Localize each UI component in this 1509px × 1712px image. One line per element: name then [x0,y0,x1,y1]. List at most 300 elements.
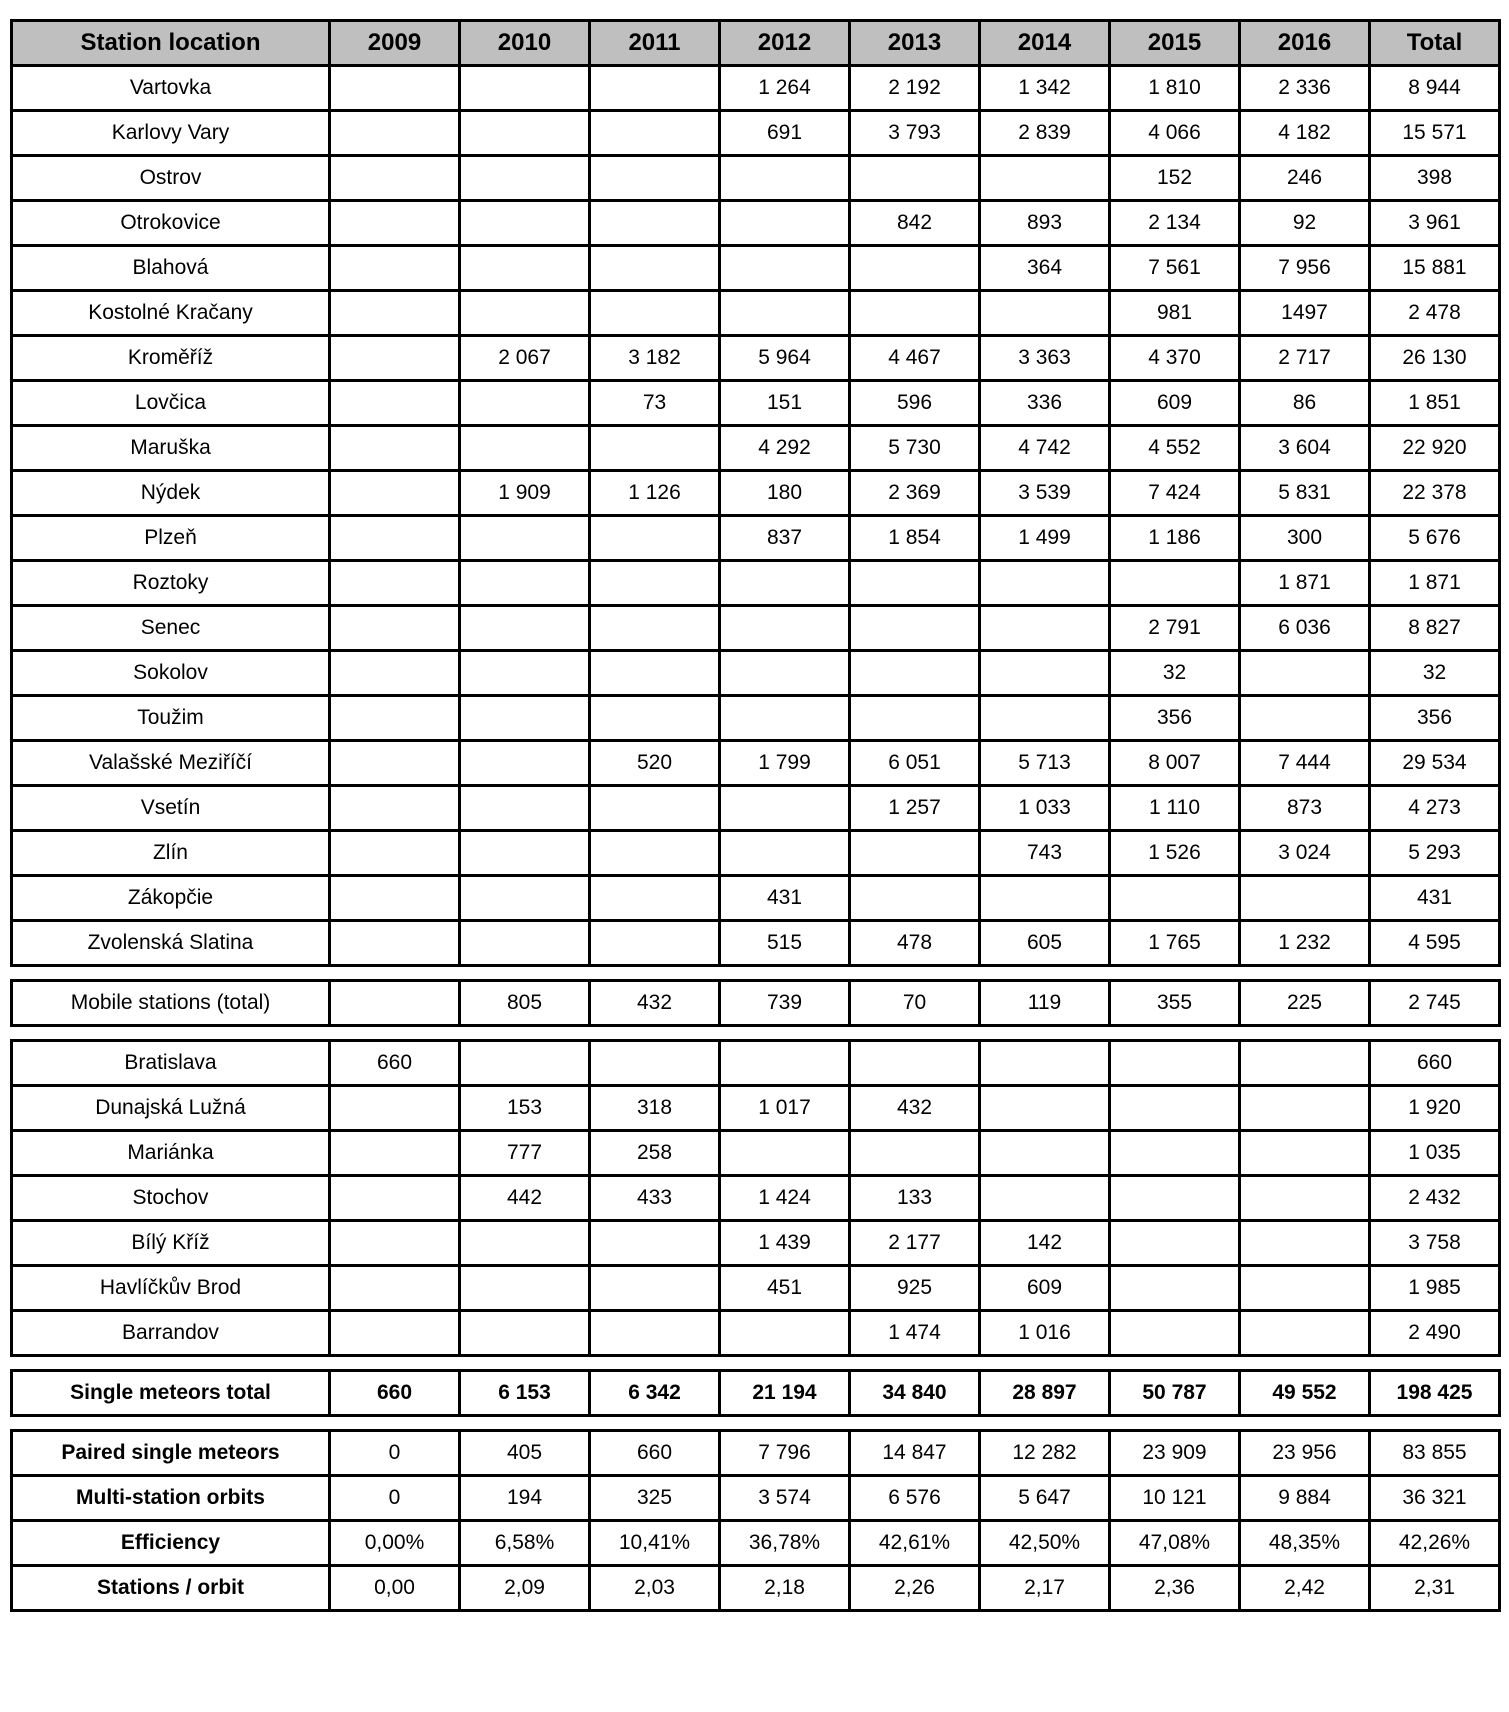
table-cell: 660 [330,1371,460,1416]
table-cell: 2 192 [850,66,980,111]
table-cell: 42,50% [980,1521,1110,1566]
table-cell [850,561,980,606]
table-cell [330,1086,460,1131]
table-cell [330,336,460,381]
table-cell: 0 [330,1476,460,1521]
table-cell [720,246,850,291]
row-label: Zvolenská Slatina [12,921,330,966]
header-cell: 2010 [460,21,590,66]
table-cell: 8 944 [1370,66,1500,111]
table-cell: 5 293 [1370,831,1500,876]
station-row [12,426,1500,471]
row-label: Valašské Meziříčí [12,741,330,786]
table-cell [460,606,590,651]
table-cell: 515 [720,921,850,966]
table-cell: 6 153 [460,1371,590,1416]
table-cell: 7 956 [1240,246,1370,291]
table-cell: 3 604 [1240,426,1370,471]
table-cell: 1 110 [1110,786,1240,831]
table-cell: 1 439 [720,1221,850,1266]
table-cell [1240,1176,1370,1221]
row-label: Bratislava [12,1041,330,1086]
header-cell: Total [1370,21,1500,66]
summary-row [12,1566,1500,1611]
table-cell [980,1086,1110,1131]
table-cell: 34 840 [850,1371,980,1416]
table-cell: 5 730 [850,426,980,471]
table-cell [590,426,720,471]
table-cell: 1497 [1240,291,1370,336]
table-cell [1240,1266,1370,1311]
table-cell [590,1221,720,1266]
row-label: Multi-station orbits [12,1476,330,1521]
row-label: Zlín [12,831,330,876]
table-cell [330,741,460,786]
header-cell: 2013 [850,21,980,66]
station-row [12,606,1500,651]
table-cell: 1 526 [1110,831,1240,876]
table-cell: 431 [1370,876,1500,921]
table-cell: 777 [460,1131,590,1176]
table-cell [980,696,1110,741]
table-cell [330,156,460,201]
table-cell [590,111,720,156]
table-cell: 691 [720,111,850,156]
table-cell: 5 964 [720,336,850,381]
table-cell [460,1266,590,1311]
station-row [12,876,1500,921]
table-cell [330,696,460,741]
table-cell: 981 [1110,291,1240,336]
table-cell [590,291,720,336]
station-row [12,1266,1500,1311]
table-cell: 73 [590,381,720,426]
table-cell: 2 067 [460,336,590,381]
table-cell: 2 134 [1110,201,1240,246]
table-cell [460,561,590,606]
table-cell [720,651,850,696]
table-cell [460,291,590,336]
table-cell [850,246,980,291]
table-cell: 451 [720,1266,850,1311]
table-cell: 739 [720,981,850,1026]
table-cell: 431 [720,876,850,921]
table-cell: 6 576 [850,1476,980,1521]
table-cell: 2 432 [1370,1176,1500,1221]
table-cell: 520 [590,741,720,786]
table-cell [720,831,850,876]
header-cell: 2014 [980,21,1110,66]
table-cell [1110,876,1240,921]
station-row [12,111,1500,156]
table-cell: 1 035 [1370,1131,1500,1176]
table-cell: 36 321 [1370,1476,1500,1521]
table-cell: 22 378 [1370,471,1500,516]
table-cell [850,1131,980,1176]
table-cell: 8 827 [1370,606,1500,651]
table-cell: 28 897 [980,1371,1110,1416]
row-label: Senec [12,606,330,651]
table-cell: 1 909 [460,471,590,516]
table-cell [850,291,980,336]
station-row [12,786,1500,831]
row-label: Lovčica [12,381,330,426]
station-row [12,201,1500,246]
table-cell: 42,26% [1370,1521,1500,1566]
table-cell [460,156,590,201]
table-cell: 405 [460,1431,590,1476]
row-label: Maruška [12,426,330,471]
row-label: Vartovka [12,66,330,111]
table-cell: 356 [1370,696,1500,741]
row-label: Kostolné Kračany [12,291,330,336]
table-cell: 1 126 [590,471,720,516]
table-cell [330,786,460,831]
table-cell [1110,1041,1240,1086]
table-cell: 2,17 [980,1566,1110,1611]
table-cell [330,1131,460,1176]
table-cell: 6,58% [460,1521,590,1566]
table-cell: 4 595 [1370,921,1500,966]
table-cell: 6 051 [850,741,980,786]
table-cell [330,561,460,606]
table-cell: 151 [720,381,850,426]
table-cell: 32 [1110,651,1240,696]
table-cell [1240,1041,1370,1086]
table-cell [850,831,980,876]
table-cell: 21 194 [720,1371,850,1416]
table-cell: 1 264 [720,66,850,111]
table-cell [590,156,720,201]
table-cell [1240,696,1370,741]
table-cell: 4 292 [720,426,850,471]
station-row [12,561,1500,606]
table-header-row [12,21,1500,66]
table-cell: 660 [330,1041,460,1086]
table-cell: 12 282 [980,1431,1110,1476]
table-cell: 180 [720,471,850,516]
table-cell: 2 336 [1240,66,1370,111]
row-label: Bílý Kříž [12,1221,330,1266]
summary-row [12,1431,1500,1476]
table-cell [590,1266,720,1311]
station-row [12,381,1500,426]
table-cell: 153 [460,1086,590,1131]
table-cell: 442 [460,1176,590,1221]
table-cell: 1 810 [1110,66,1240,111]
table-cell [720,606,850,651]
table-cell: 32 [1370,651,1500,696]
table-cell: 1 474 [850,1311,980,1356]
table-cell [590,786,720,831]
table-cell [720,156,850,201]
table-cell [590,606,720,651]
table-cell: 2 177 [850,1221,980,1266]
header-cell: 2011 [590,21,720,66]
table-cell [330,831,460,876]
table-cell [850,1041,980,1086]
table-cell: 1 871 [1370,561,1500,606]
table-cell: 609 [1110,381,1240,426]
table-cell: 10 121 [1110,1476,1240,1521]
table-cell: 325 [590,1476,720,1521]
table-cell [460,876,590,921]
table-cell: 4 370 [1110,336,1240,381]
table-cell: 4 182 [1240,111,1370,156]
table-cell [460,516,590,561]
table-cell: 1 232 [1240,921,1370,966]
table-cell: 609 [980,1266,1110,1311]
table-cell [1110,1311,1240,1356]
table-cell: 318 [590,1086,720,1131]
table-cell: 355 [1110,981,1240,1026]
table-cell: 1 424 [720,1176,850,1221]
table-cell: 2,42 [1240,1566,1370,1611]
row-label: Efficiency [12,1521,330,1566]
table-cell [460,831,590,876]
table-cell: 1 342 [980,66,1110,111]
table-cell [460,246,590,291]
stations-table [10,19,1501,967]
station-row [12,696,1500,741]
table-cell [980,1041,1110,1086]
row-label: Mobile stations (total) [12,981,330,1026]
table-cell: 364 [980,246,1110,291]
table-cell: 198 425 [1370,1371,1500,1416]
table-cell [460,201,590,246]
table-cell: 3 574 [720,1476,850,1521]
row-label: Barrandov [12,1311,330,1356]
station-row [12,921,1500,966]
table-cell: 433 [590,1176,720,1221]
table-cell: 3 182 [590,336,720,381]
table-cell: 152 [1110,156,1240,201]
table-cell: 1 765 [1110,921,1240,966]
table-cell: 119 [980,981,1110,1026]
table-cell [720,201,850,246]
table-cell [720,1131,850,1176]
table-cell: 596 [850,381,980,426]
table-cell: 7 444 [1240,741,1370,786]
table-cell: 2,26 [850,1566,980,1611]
table-cell: 10,41% [590,1521,720,1566]
station-row [12,741,1500,786]
station-row [12,1221,1500,1266]
table-cell [590,876,720,921]
table-cell [330,1221,460,1266]
table-cell: 2 717 [1240,336,1370,381]
table-cell [1110,1221,1240,1266]
table-cell: 15 881 [1370,246,1500,291]
row-label: Nýdek [12,471,330,516]
summary-row [12,1521,1500,1566]
table-cell [330,111,460,156]
table-cell [850,876,980,921]
row-label: Karlovy Vary [12,111,330,156]
station-row [12,246,1500,291]
table-cell [1240,1221,1370,1266]
table-cell [850,696,980,741]
table-cell: 336 [980,381,1110,426]
table-cell [1240,876,1370,921]
table-cell: 1 257 [850,786,980,831]
station-row [12,831,1500,876]
table-cell [330,381,460,426]
table-cell: 5 713 [980,741,1110,786]
table-cell [590,921,720,966]
table-cell [1110,1266,1240,1311]
table-cell [330,201,460,246]
table-cell [980,876,1110,921]
table-cell: 8 007 [1110,741,1240,786]
table-cell [330,1266,460,1311]
table-cell [460,66,590,111]
table-cell: 1 186 [1110,516,1240,561]
table-cell [590,201,720,246]
table-cell [720,291,850,336]
summary-row [12,1476,1500,1521]
row-label: Stations / orbit [12,1566,330,1611]
table-cell [980,291,1110,336]
table-cell: 356 [1110,696,1240,741]
table-cell: 92 [1240,201,1370,246]
station-row [12,1131,1500,1176]
table-cell [980,606,1110,651]
row-label: Mariánka [12,1131,330,1176]
station-row [12,1176,1500,1221]
row-label: Havlíčkův Brod [12,1266,330,1311]
station-row [12,516,1500,561]
station-row [12,66,1500,111]
row-label: Paired single meteors [12,1431,330,1476]
table-cell [330,876,460,921]
table-cell [980,1176,1110,1221]
table-cell [330,1311,460,1356]
table-cell: 605 [980,921,1110,966]
table-cell: 1 499 [980,516,1110,561]
table-cell: 478 [850,921,980,966]
table-cell: 893 [980,201,1110,246]
table-cell [330,606,460,651]
table-cell: 2 490 [1370,1311,1500,1356]
table-cell: 1 016 [980,1311,1110,1356]
table-cell: 2,18 [720,1566,850,1611]
table-cell: 47,08% [1110,1521,1240,1566]
table-cell: 3 961 [1370,201,1500,246]
table-cell: 15 571 [1370,111,1500,156]
table-cell: 3 758 [1370,1221,1500,1266]
table-cell: 2,03 [590,1566,720,1611]
table-cell [1110,1131,1240,1176]
table-cell [590,831,720,876]
table-cell: 246 [1240,156,1370,201]
table-cell [850,651,980,696]
row-label: Dunajská Lužná [12,1086,330,1131]
table-cell [460,111,590,156]
station-row [12,156,1500,201]
table-cell [460,1041,590,1086]
row-label: Blahová [12,246,330,291]
table-cell: 23 909 [1110,1431,1240,1476]
table-cell: 86 [1240,381,1370,426]
table-cell: 4 273 [1370,786,1500,831]
table-cell [330,471,460,516]
table-cell [1110,1176,1240,1221]
table-cell: 1 920 [1370,1086,1500,1131]
header-cell: 2015 [1110,21,1240,66]
table-cell [330,66,460,111]
table-cell [460,696,590,741]
row-label: Kroměříž [12,336,330,381]
table-cell: 0,00% [330,1521,460,1566]
table-cell: 660 [590,1431,720,1476]
table-cell [1240,1311,1370,1356]
row-label: Ostrov [12,156,330,201]
single-meteors-total-table [10,1369,1501,1417]
table-cell: 5 676 [1370,516,1500,561]
table-cell [1240,651,1370,696]
table-cell: 2,36 [1110,1566,1240,1611]
table-cell: 2 478 [1370,291,1500,336]
early-stations-table [10,1039,1501,1357]
row-label: Plzeň [12,516,330,561]
table-cell [590,1311,720,1356]
row-label: Toužim [12,696,330,741]
table-cell: 258 [590,1131,720,1176]
row-label: Stochov [12,1176,330,1221]
table-cell: 225 [1240,981,1370,1026]
table-cell [330,291,460,336]
table-cell: 3 793 [850,111,980,156]
table-cell: 142 [980,1221,1110,1266]
station-row [12,471,1500,516]
table-cell [460,786,590,831]
table-cell: 1 985 [1370,1266,1500,1311]
row-label: Sokolov [12,651,330,696]
table-cell: 4 467 [850,336,980,381]
table-cell: 837 [720,516,850,561]
table-cell: 1 854 [850,516,980,561]
row-label: Vsetín [12,786,330,831]
table-cell: 660 [1370,1041,1500,1086]
table-cell: 26 130 [1370,336,1500,381]
header-cell: 2016 [1240,21,1370,66]
table-cell: 48,35% [1240,1521,1370,1566]
table-cell [850,606,980,651]
table-cell: 7 424 [1110,471,1240,516]
summary-table [10,1429,1501,1612]
station-row [12,336,1500,381]
table-cell: 5 647 [980,1476,1110,1521]
table-cell [590,516,720,561]
single-meteors-total-row [12,1371,1500,1416]
table-cell: 9 884 [1240,1476,1370,1521]
table-cell [460,426,590,471]
table-cell [590,651,720,696]
table-cell: 83 855 [1370,1431,1500,1476]
table-cell [460,651,590,696]
table-cell: 398 [1370,156,1500,201]
table-cell [850,156,980,201]
table-cell [1110,561,1240,606]
table-cell [720,1041,850,1086]
table-cell [460,741,590,786]
table-cell: 133 [850,1176,980,1221]
table-cell: 2,31 [1370,1566,1500,1611]
table-cell: 805 [460,981,590,1026]
table-cell [980,651,1110,696]
table-cell [330,246,460,291]
